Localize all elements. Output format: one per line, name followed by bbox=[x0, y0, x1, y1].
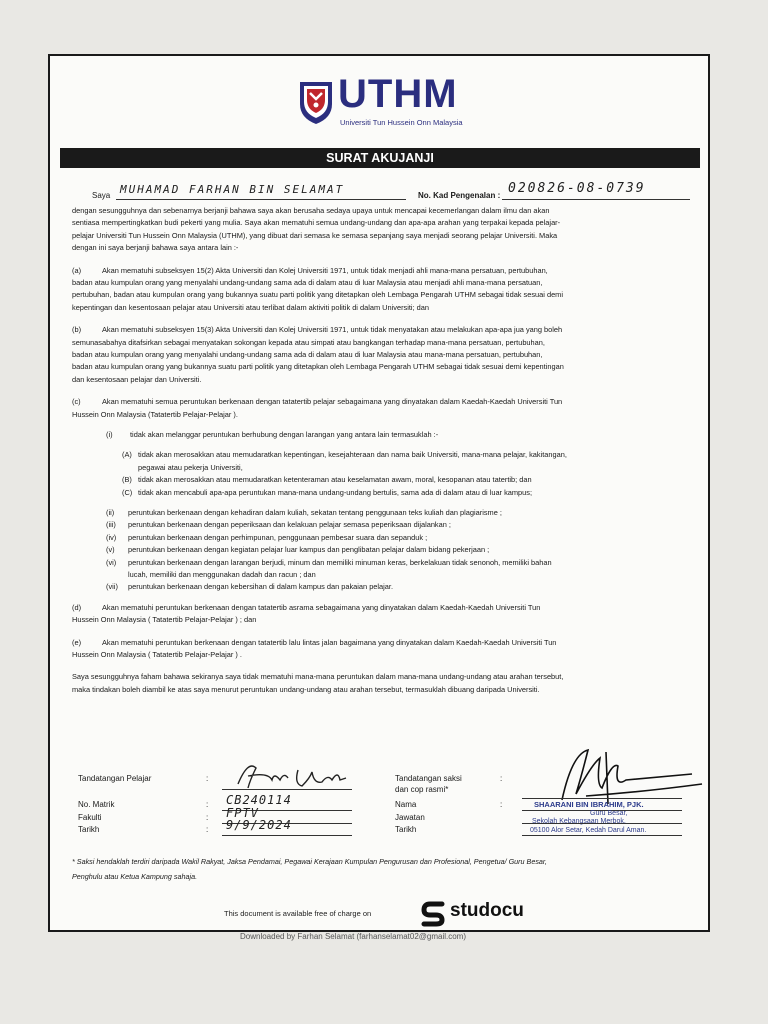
studocu-icon bbox=[420, 899, 448, 927]
fakulti-label: Fakulti bbox=[78, 813, 102, 822]
sub-list-marker: (ii) bbox=[106, 508, 115, 517]
sub-list-marker: (vii) bbox=[106, 582, 118, 592]
document-title: SURAT AKUJANJI bbox=[60, 148, 700, 168]
sub-list-text: lucah, memiliki dan menggunakan dadah dan racun ; dan bbox=[128, 570, 316, 579]
sub-item-marker: (A) bbox=[122, 450, 132, 460]
closing-line: maka tindakan boleh diambil ke atas saya menurut peruntukan undang-undang atau arahan tersebut, termasuklah dibuang daripada Universiti. bbox=[72, 684, 540, 694]
clause-b-line: dan kesentosaan pelajar dan Universiti. bbox=[72, 374, 202, 384]
clause-e-line: Akan mematuhi peruntukan berkenaan dengan tatatertib lalu lintas jalan bagaimana yang dinyatakan dalam Kaedah-Kaedah Universiti Tun bbox=[102, 637, 557, 647]
witness-signature-label-2: dan cop rasmi* bbox=[395, 785, 449, 794]
fakulti-value: FPTV bbox=[226, 806, 259, 820]
clause-c-line: Hussein Onn Malaysia (Tatatertib Pelajar-Pelajar ). bbox=[72, 409, 238, 419]
clause-b-line: semunasabahya ditafsirkan sebagai menyatakan sokongan kepada atau simpati atau bangkangan terhadap mana-mana persatuan, pertubuhan, bbox=[72, 337, 545, 347]
jawatan-label: Jawatan bbox=[395, 813, 425, 822]
stamp-line-3: Sekolah Kebangsaan Merbok, bbox=[532, 818, 626, 825]
clause-a-marker: (a) bbox=[72, 265, 82, 275]
sub-list-marker: (iv) bbox=[106, 532, 117, 542]
sub-list-text: peruntukan berkenaan dengan kebersihan di dalam kampus dan pakaian pelajar. bbox=[128, 582, 394, 592]
stamp-name: SHAARANI BIN IBRAHIM, PJK. bbox=[534, 800, 644, 809]
tarikh-2-line bbox=[522, 835, 682, 836]
sub-i-text: tidak akan melanggar peruntukan berhubung dengan larangan yang antara lain termasuklah :- bbox=[130, 430, 439, 439]
colon: : bbox=[206, 813, 209, 822]
sub-list-text: peruntukan berkenaan dengan larangan berjudi, minum dan memiliki minuman keras, berkelakuan tidak senonoh, memiliki bahan bbox=[128, 557, 552, 567]
tarikh-line bbox=[222, 835, 352, 836]
ic-underline bbox=[502, 199, 690, 200]
clause-d-line: Akan mematuhi peruntukan berkenaan dengan tatatertib asrama sebagaimana yang dinyatakan dalam Kaedah-Kaedah Universiti Tun bbox=[102, 602, 541, 612]
student-signature-line bbox=[222, 789, 352, 790]
uthm-logo bbox=[298, 72, 528, 132]
colon: : bbox=[206, 774, 209, 783]
availability-text: This document is available free of charge on bbox=[224, 909, 372, 918]
student-name-value: MUHAMAD FARHAN BIN SELAMAT bbox=[120, 183, 345, 196]
colon: : bbox=[500, 800, 503, 809]
closing-line: Saya sesungguhnya faham bahawa sekiranya saya tidak mematuhi mana-mana peruntukan dalam mana-mana undang-undang atau arahan tersebut, bbox=[72, 672, 564, 682]
sub-list-marker: (iii) bbox=[106, 520, 116, 530]
sub-item-marker: (C) bbox=[122, 487, 133, 497]
colon: : bbox=[500, 774, 503, 783]
logo-wordmark: UTHM bbox=[338, 72, 458, 116]
intro-line: dengan ini saya berjanji bahawa saya antara lain :- bbox=[72, 243, 239, 253]
name-underline bbox=[116, 199, 406, 200]
saya-label: Saya bbox=[92, 191, 111, 200]
clause-d-marker: (d) bbox=[72, 602, 82, 612]
download-text: Downloaded by Farhan Selamat (farhanselamat02@gmail.com) bbox=[240, 932, 467, 941]
intro-line: pelajar Universiti Tun Hussein Onn Malaysia (UTHM), yang dibuat dari semasa ke semasa sepanjang saya menjadi seorang pelajar Universiti. Maka bbox=[72, 230, 558, 240]
witness-signature-label: Tandatangan saksi bbox=[395, 774, 462, 783]
matrik-value: CB240114 bbox=[226, 793, 292, 807]
matrik-label: No. Matrik bbox=[78, 800, 115, 809]
ic-number-value: 020826-08-0739 bbox=[508, 181, 646, 196]
stamp-line-4: 05100 Alor Setar, Kedah Darul Aman. bbox=[530, 827, 647, 834]
student-signature bbox=[228, 758, 358, 792]
sub-list-text: peruntukan berkenaan dengan peperiksaan dan kelakuan pelajar semasa peperiksaan dijalankan ; bbox=[128, 520, 451, 530]
intro-line: sentiasa mempertingkatkan budi pekerti yang mulia. Saya akan mematuhi semua undang-undang dan apa-apa arahan yang terpakai kepada pelajar- bbox=[72, 218, 561, 228]
clause-b-marker: (b) bbox=[72, 325, 82, 335]
studocu-logo[interactable] bbox=[420, 898, 550, 928]
clause-d-line: Hussein Onn Malaysia ( Tatatertib Pelajar-Pelajar ) ; dan bbox=[72, 615, 257, 625]
tarikh-label: Tarikh bbox=[78, 825, 100, 834]
witness-note-line-1: * Saksi hendaklah terdiri daripada Wakil Rakyat, Jaksa Pendamai, Pegawai Kerajaan Kumpulan Pengurusan dan Profesional, Pengetua/ Guru Besar, bbox=[72, 857, 547, 866]
clause-c-marker: (c) bbox=[72, 397, 81, 407]
colon: : bbox=[206, 825, 209, 834]
sub-item-text: pegawai atau pekerja Universiti, bbox=[138, 462, 243, 472]
sub-item-text: tidak akan merosakkan atau memudaratkan ketenteraman atau keselamatan awam, moral, kesopanan atau tatertib; dan bbox=[138, 475, 532, 485]
clause-a-line: badan atau kumpulan orang yang menyalahi undang-undang sama ada di dalam atau di luar Malaysia atau menjadi ahli mana-mana persatuan, bbox=[72, 278, 543, 287]
sub-list-text: peruntukan berkenaan dengan perhimpunan, penggunaan pembesar suara dan sepanduk ; bbox=[128, 532, 428, 542]
clause-e-marker: (e) bbox=[72, 637, 82, 647]
sub-i-marker: (i) bbox=[106, 430, 113, 439]
clause-a-line: kepentingan dan kesentosaan pelajar atau Universiti atau terlibat dalam aktiviti politik di dalam Universiti; dan bbox=[72, 302, 430, 312]
witness-signature-line bbox=[522, 798, 682, 799]
sub-list-marker: (v) bbox=[106, 545, 115, 555]
tarikh-2-label: Tarikh bbox=[395, 825, 417, 834]
logo-subtitle: Universiti Tun Hussein Onn Malaysia bbox=[340, 118, 463, 127]
clause-a-line: Akan mematuhi subseksyen 15(2) Akta Universiti dan Kolej Universiti 1971, untuk tidak menjadi ahli mana-mana persatuan, pertubuhan, bbox=[102, 265, 548, 275]
clause-a-line: pertubuhan, badan atau kumpulan orang yang bukannya suatu parti politik yang ditetapkan oleh Lembaga Pengarah UTHM sebagai tidak sesuai demi bbox=[72, 290, 563, 300]
witness-note-line-2: Penghulu atau Ketua Kampung sahaja. bbox=[72, 872, 198, 881]
nama-label: Nama bbox=[395, 800, 417, 809]
sub-list-text: peruntukan berkenaan dengan kegiatan pelajar luar kampus dan penglibatan pelajar dalam bidang pekerjaan ; bbox=[128, 545, 490, 555]
studocu-wordmark: studocu bbox=[450, 900, 524, 921]
student-signature-label: Tandatangan Pelajar bbox=[78, 774, 152, 783]
sub-list-marker: (vi) bbox=[106, 557, 117, 567]
document-page bbox=[48, 54, 710, 932]
clause-e-line: Hussein Onn Malaysia ( Tatatertib Pelajar-Pelajar ) . bbox=[72, 650, 242, 659]
clause-b-line: badan atau kumpulan orang yang bukannya suatu parti politik yang ditetapkan oleh Lembaga Pengarah UTHM sebagai tidak sesuai demi kepentingan bbox=[72, 362, 564, 372]
stamp-line-2: Guru Besar, bbox=[590, 810, 628, 817]
sub-list-text: peruntukan berkenaan dengan kehadiran dalam kuliah, sekatan tentang penggunaan teks kuliah dan plagiarisme ; bbox=[128, 508, 502, 517]
jawatan-line bbox=[522, 823, 682, 824]
intro-line: dengan sesungguhnya dan sebenarnya berjanji bahawa saya akan berusaha sedaya upaya untuk mencapai kecemerlangan dalam ilmu dan akan bbox=[72, 206, 550, 215]
clause-b-line: Akan mematuhi subseksyen 15(3) Akta Universiti dan Kolej Universiti 1971, untuk tidak menyatakan atau melakukan apa-apa jua yang boleh bbox=[102, 325, 563, 335]
tarikh-value: 9/9/2024 bbox=[226, 818, 292, 832]
sub-item-marker: (B) bbox=[122, 475, 132, 485]
ic-label: No. Kad Pengenalan : bbox=[418, 191, 501, 200]
uthm-shield-icon bbox=[298, 80, 334, 126]
clause-b-line: badan atau kumpulan orang yang menyalahi undang-undang sama ada di dalam atau di luar Malaysia atau mana-mana persatuan, pertubuhan, bbox=[72, 350, 543, 359]
colon: : bbox=[206, 800, 209, 809]
sub-item-text: tidak akan mencabuli apa-apa peruntukan mana-mana undang-undang bertulis, sama ada di dalam atau di luar kampus; bbox=[138, 487, 533, 497]
sub-item-text: tidak akan merosakkan atau memudaratkan kepentingan, kesejahteraan dan nama baik Universiti, mana-mana pelajar, kakitangan, bbox=[138, 450, 567, 460]
clause-c-line: Akan mematuhi semua peruntukan berkenaan dengan tatatertib pelajar sebagaimana yang dinyatakan dalam Kaedah-Kaedah Universiti Tun bbox=[102, 397, 563, 407]
